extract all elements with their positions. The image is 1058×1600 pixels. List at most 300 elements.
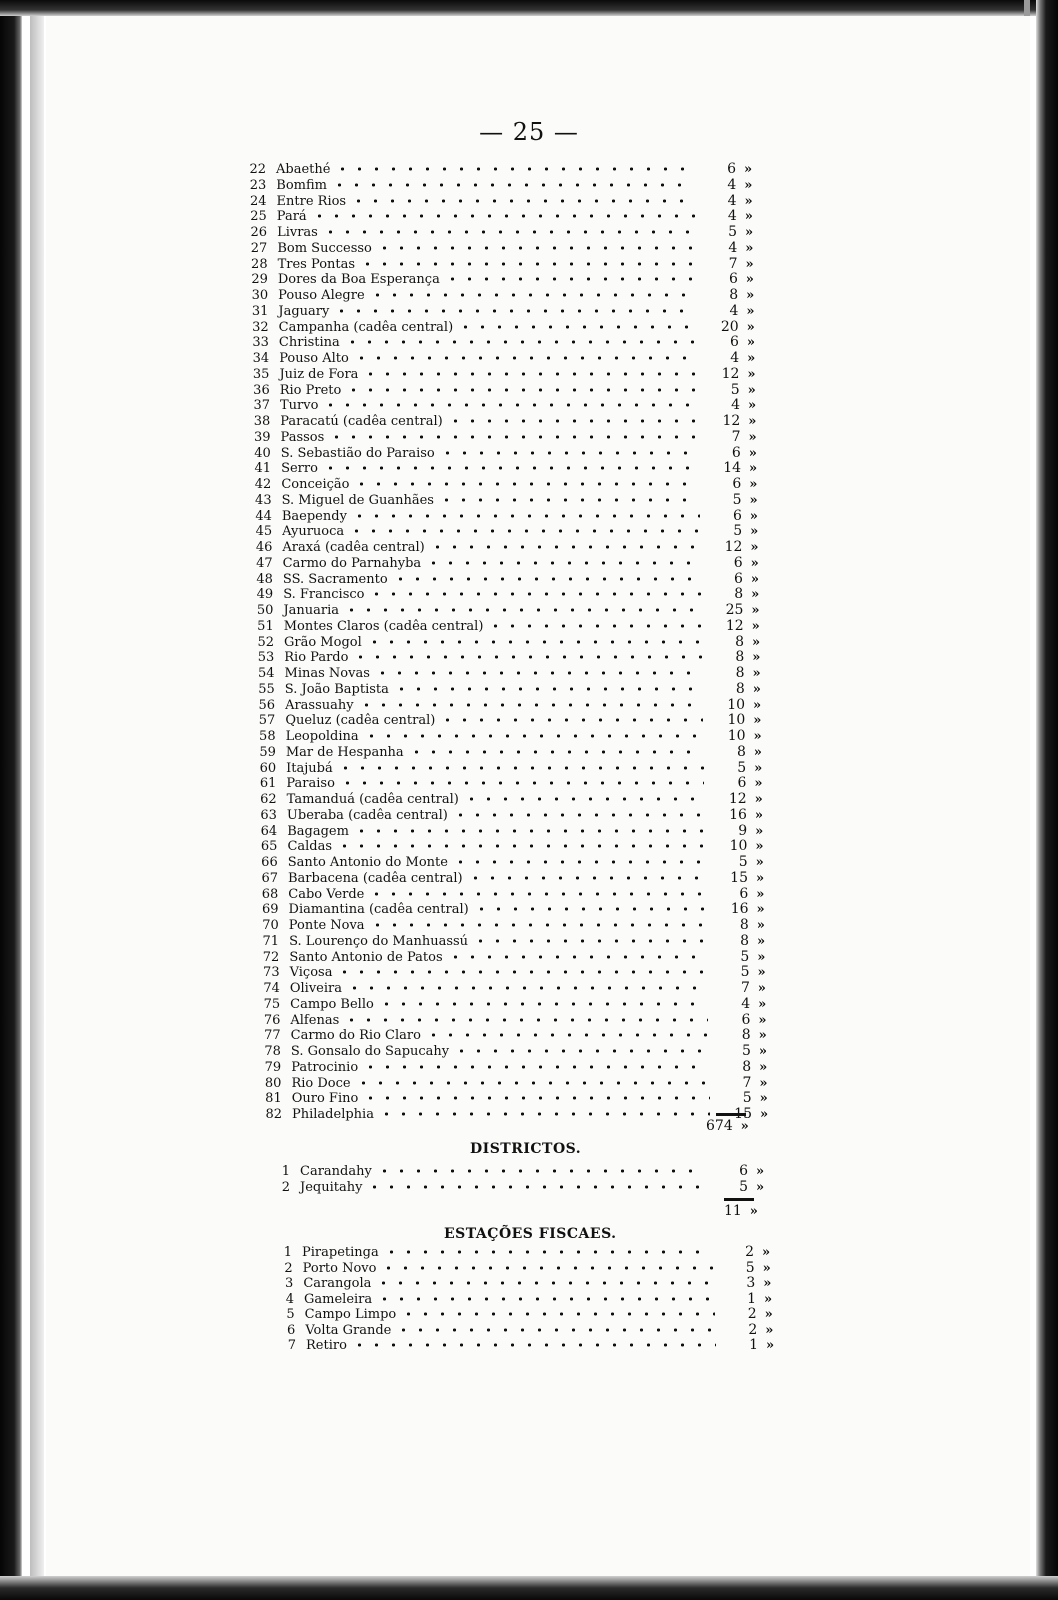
row-number: 43 [255, 492, 272, 508]
row-number: 1 [283, 1245, 292, 1260]
row-name: Carmo do Parnahyba [282, 555, 422, 571]
row-name: Christina [278, 335, 340, 351]
dot-leader [348, 529, 700, 533]
row-number: 51 [257, 618, 274, 634]
table-row [243, 807, 771, 823]
table-row [235, 334, 763, 350]
dot-leader [334, 167, 694, 171]
row-value: 6 [732, 476, 742, 492]
row-name: Bom Successo [277, 240, 372, 256]
row-name: Carandahy [300, 1164, 372, 1179]
ditto-mark: » [763, 1276, 772, 1291]
table-row [242, 775, 770, 791]
table-row [235, 366, 763, 382]
row-number: 57 [258, 713, 276, 729]
row-name: Rio Doce [291, 1075, 351, 1091]
row-number: 76 [263, 1012, 281, 1028]
row-name: Queluz (cadêa central) [285, 713, 436, 729]
scan-border-left-inner [30, 0, 44, 1600]
ditto-mark: » [758, 996, 767, 1012]
ditto-mark: » [746, 303, 755, 319]
ditto-mark: » [753, 713, 762, 729]
row-number: 39 [253, 429, 271, 445]
row-number: 80 [264, 1075, 282, 1091]
table-row [245, 933, 773, 949]
row-number: 55 [258, 681, 275, 697]
ditto-mark: » [759, 1091, 768, 1107]
dot-leader [378, 1112, 710, 1116]
row-name: Bomfim [276, 177, 327, 193]
row-value: 2 [747, 1306, 757, 1322]
row-number: 6 [287, 1322, 296, 1338]
row-name: Montes Claros (cadêa central) [283, 618, 484, 634]
row-number: 62 [260, 792, 277, 807]
ditto-mark: » [749, 492, 758, 508]
row-number: 25 [250, 209, 267, 225]
dot-leader [376, 246, 695, 250]
row-name: Rio Preto [279, 382, 342, 398]
row-number: 7 [287, 1338, 296, 1353]
ditto-mark: » [750, 540, 759, 555]
dot-leader [467, 876, 706, 880]
row-name: Januaria [283, 603, 340, 618]
dot-leader [333, 309, 696, 313]
table-row [244, 870, 772, 886]
row-number: 58 [259, 729, 276, 744]
dot-leader [369, 923, 707, 927]
ditto-mark: » [754, 792, 763, 807]
row-value: 8 [740, 932, 750, 949]
row-number: 78 [264, 1044, 281, 1059]
table-row [259, 1275, 779, 1291]
table-row [246, 980, 774, 996]
row-value: 6 [732, 507, 742, 524]
table-row [247, 1059, 775, 1075]
row-number: 38 [253, 414, 271, 429]
table-row [233, 208, 761, 224]
dot-leader [351, 514, 700, 518]
row-name: Campo Limpo [304, 1307, 397, 1322]
row-name: Pouso Alegre [278, 288, 365, 303]
row-name: Juiz de Fora [279, 366, 359, 382]
row-name: Paraiso [286, 776, 335, 792]
row-value: 5 [742, 1043, 751, 1059]
table-row [236, 413, 764, 429]
dot-leader [322, 230, 695, 234]
table-row [238, 508, 766, 524]
ditto-mark: » [763, 1291, 773, 1307]
row-value: 16 [730, 901, 749, 918]
ditto-mark: » [765, 1322, 774, 1338]
row-number: 34 [252, 351, 270, 366]
row-number: 61 [259, 776, 277, 792]
ditto-mark: » [749, 508, 758, 524]
ditto-mark: » [753, 697, 762, 713]
row-number: 42 [254, 477, 272, 492]
ditto-mark: » [765, 1338, 775, 1353]
row-name: Ponte Nova [288, 918, 365, 933]
dot-leader [346, 986, 708, 990]
row-number: 26 [250, 225, 268, 240]
row-name: Araxá (cadêa central) [282, 540, 425, 555]
dot-leader [353, 482, 699, 486]
row-value: 20 [720, 318, 739, 335]
row-name: Caldas [287, 839, 333, 855]
ditto-mark: » [762, 1260, 771, 1276]
row-value: 12 [724, 539, 743, 555]
municipios-total: 674 [706, 1118, 733, 1134]
ditto-mark: » [756, 918, 765, 933]
dot-leader [328, 435, 698, 439]
row-name: Grão Mogol [284, 634, 362, 650]
row-value: 4 [728, 239, 738, 256]
row-name: Dores da Boa Esperança [277, 272, 440, 288]
row-name: Arassuahy [285, 697, 354, 713]
row-number: 69 [261, 902, 279, 918]
row-value: 5 [730, 381, 740, 398]
row-name: Oliveira [289, 981, 342, 996]
row-name: Jequitahy [300, 1180, 363, 1195]
table-row [242, 744, 770, 760]
page-number: — 25 — [479, 118, 579, 146]
row-number: 47 [256, 555, 273, 571]
row-value: 8 [734, 586, 744, 603]
table-row [236, 397, 764, 413]
row-number: 77 [264, 1028, 281, 1044]
ditto-mark: » [748, 414, 757, 429]
row-number: 72 [262, 949, 280, 965]
dot-leader [473, 907, 707, 911]
row-name: Ayuruoca [282, 524, 345, 540]
row-name: Baependy [281, 508, 347, 524]
ditto-mark: » [764, 1307, 773, 1322]
ditto-mark: » [758, 1012, 767, 1028]
row-value: 2 [745, 1244, 754, 1260]
dot-leader [444, 277, 696, 281]
ditto-mark: » [745, 240, 754, 256]
row-value: 15 [730, 869, 748, 886]
dot-leader [408, 750, 704, 754]
table-row [240, 618, 768, 634]
dot-leader [472, 939, 707, 943]
row-name: Rio Pardo [284, 650, 349, 666]
ditto-mark: » [757, 949, 766, 965]
ditto-mark: » [754, 807, 763, 823]
districtos-heading: DISTRICTOS. [470, 1141, 582, 1157]
dot-leader [452, 860, 706, 864]
table-row [241, 681, 769, 697]
table-row [243, 838, 771, 854]
ditto-mark: » [755, 855, 764, 870]
row-value: 5 [739, 1179, 748, 1195]
ditto-mark: » [743, 162, 753, 177]
row-value: 5 [733, 523, 743, 540]
total-ditto-mark: » [740, 1119, 749, 1134]
row-value: 5 [738, 854, 748, 870]
row-value: 6 [739, 885, 749, 902]
row-name: Mar de Hespanha [285, 744, 404, 760]
ditto-mark: » [755, 1180, 765, 1195]
table-row [232, 161, 760, 177]
row-name: Jaguary [278, 303, 330, 319]
table-row [235, 350, 763, 366]
table-row [238, 492, 766, 508]
table-row [234, 303, 762, 319]
dot-leader [438, 498, 700, 502]
ditto-mark: » [752, 666, 761, 681]
ditto-mark: » [757, 933, 766, 949]
row-value: 25 [725, 602, 744, 618]
dot-leader [368, 592, 701, 596]
row-value: 4 [741, 995, 751, 1012]
row-name: Philadelphia [292, 1107, 374, 1122]
row-value: 5 [740, 964, 750, 981]
dot-leader [363, 734, 704, 738]
table-row [237, 429, 765, 445]
ditto-mark: » [748, 429, 757, 445]
ditto-mark: » [745, 225, 754, 240]
row-number: 1 [281, 1164, 290, 1179]
row-name: Pouso Alto [279, 351, 349, 366]
row-value: 8 [729, 287, 739, 303]
row-number: 33 [252, 335, 269, 351]
dot-leader [322, 466, 699, 470]
dot-leader [343, 608, 701, 612]
row-name: S. João Baptista [284, 681, 389, 697]
row-number: 32 [252, 319, 269, 335]
dot-leader [375, 1281, 713, 1285]
row-value: 3 [746, 1275, 756, 1291]
dot-leader [453, 1049, 709, 1053]
row-number: 64 [260, 823, 278, 839]
row-number: 45 [255, 524, 273, 540]
dot-leader [353, 356, 697, 360]
row-number: 56 [258, 697, 276, 713]
row-number: 40 [254, 445, 271, 461]
row-number: 63 [260, 807, 277, 823]
row-value: 4 [730, 350, 740, 366]
row-number: 60 [259, 760, 277, 776]
table-row [233, 193, 761, 209]
ditto-mark: » [751, 634, 761, 650]
row-value: 6 [734, 570, 743, 587]
row-number: 67 [261, 870, 278, 886]
table-row [239, 555, 767, 571]
row-value: 4 [727, 192, 737, 209]
table-row [241, 712, 769, 728]
row-value: 8 [735, 649, 745, 666]
ditto-mark: » [744, 193, 753, 209]
row-value: 2 [748, 1321, 758, 1338]
scan-border-left [0, 0, 22, 1600]
row-value: 4 [727, 208, 737, 225]
scan-border-right [1036, 0, 1058, 1600]
ditto-mark: » [745, 272, 754, 288]
dot-leader [395, 1328, 715, 1332]
row-value: 6 [731, 444, 741, 461]
table-row [239, 571, 767, 587]
table-row [258, 1244, 778, 1260]
dot-leader [322, 403, 698, 407]
row-number: 37 [253, 398, 270, 414]
dot-leader [368, 892, 706, 896]
table-row [245, 949, 773, 965]
dot-leader [362, 1065, 709, 1069]
ditto-mark: » [747, 366, 756, 382]
row-number: 82 [265, 1107, 282, 1122]
row-number: 30 [251, 288, 269, 303]
row-name: Turvo [280, 398, 319, 414]
dot-leader [362, 372, 697, 376]
row-name: Paracatú (cadêa central) [280, 414, 443, 429]
row-value: 8 [742, 1058, 752, 1075]
row-name: Ouro Fino [291, 1091, 359, 1107]
row-number: 24 [249, 193, 267, 209]
table-row [245, 917, 773, 933]
row-number: 35 [252, 366, 270, 382]
total-rule [716, 1113, 746, 1116]
table-row [237, 476, 765, 492]
table-row [234, 287, 762, 303]
ditto-mark: » [759, 1075, 768, 1091]
row-number: 22 [249, 162, 266, 177]
dot-leader [352, 655, 702, 659]
row-number: 54 [257, 666, 275, 681]
row-value: 8 [735, 680, 745, 697]
estacoes-heading: ESTAÇÕES FISCAES. [444, 1226, 617, 1242]
row-value: 8 [739, 917, 749, 933]
row-value: 5 [728, 224, 738, 240]
dot-leader [457, 325, 697, 329]
row-value: 12 [728, 791, 747, 807]
table-row [239, 586, 767, 602]
row-name: Passos [280, 429, 325, 445]
table-row [237, 460, 765, 476]
dot-leader [439, 718, 703, 722]
row-name: Serro [281, 461, 318, 477]
row-name: SS. Sacramento [282, 571, 388, 587]
ditto-mark: » [746, 335, 755, 351]
municipios-total-line [706, 1118, 757, 1134]
ditto-mark: » [751, 618, 760, 634]
table-row [262, 1337, 782, 1353]
row-name: Conceição [281, 477, 350, 492]
dot-leader [358, 703, 703, 707]
row-number: 5 [286, 1307, 295, 1322]
row-name: Abaethé [276, 162, 331, 177]
row-number: 79 [264, 1059, 282, 1075]
dot-leader [463, 797, 705, 801]
table-row [242, 760, 770, 776]
ditto-mark: » [751, 587, 760, 603]
dot-leader [343, 1018, 708, 1022]
row-number: 2 [281, 1180, 290, 1195]
ditto-mark: » [755, 823, 764, 839]
ditto-mark: » [753, 729, 762, 744]
table-row [237, 445, 765, 461]
row-number: 48 [256, 571, 273, 587]
row-number: 36 [253, 382, 270, 398]
row-value: 6 [730, 334, 739, 351]
ditto-mark: » [758, 1044, 767, 1059]
row-value: 10 [727, 712, 746, 729]
districtos-total-rule [724, 1198, 754, 1201]
row-name: Santo Antonio do Monte [287, 855, 448, 870]
row-name: Porto Novo [302, 1260, 377, 1276]
dot-leader [425, 561, 700, 565]
ditto-mark: » [744, 209, 753, 225]
row-number: 49 [256, 587, 274, 603]
row-value: 6 [741, 1011, 751, 1028]
row-number: 71 [262, 933, 280, 949]
dot-leader [392, 577, 701, 581]
table-row [259, 1260, 779, 1276]
row-name: Pirapetinga [302, 1245, 379, 1260]
dot-leader [376, 1297, 714, 1301]
dot-leader [383, 1250, 712, 1254]
row-value: 1 [749, 1337, 758, 1353]
row-value: 10 [727, 728, 746, 744]
row-name: Tamanduá (cadêa central) [286, 792, 459, 807]
row-name: S. Sebastião do Paraiso [280, 445, 435, 461]
ditto-mark: » [759, 1107, 769, 1122]
ditto-mark: » [750, 571, 759, 587]
dot-leader [366, 640, 702, 644]
dot-leader [487, 624, 701, 628]
dot-leader [425, 1033, 709, 1037]
scan-border-bottom [0, 1576, 1058, 1600]
row-name: Tres Pontas [277, 256, 356, 272]
row-number: 53 [257, 650, 275, 666]
row-number: 46 [255, 540, 273, 555]
table-row [232, 177, 760, 193]
row-value: 1 [747, 1290, 756, 1307]
row-name: Bagagem [287, 823, 349, 839]
row-number: 41 [254, 461, 272, 477]
dot-leader [336, 970, 707, 974]
row-name: Gameleira [304, 1291, 373, 1307]
dot-leader [344, 340, 697, 344]
row-number: 44 [255, 508, 272, 524]
table-row [236, 382, 764, 398]
ditto-mark: » [745, 256, 754, 272]
row-name: Minas Novas [284, 666, 370, 681]
dot-leader [353, 829, 705, 833]
ditto-mark: » [744, 177, 753, 193]
table-row [240, 649, 768, 665]
row-value: 10 [727, 696, 746, 713]
row-name: S. Lourenço do Manhuassú [289, 933, 469, 949]
row-value: 6 [733, 554, 743, 571]
dot-leader [447, 419, 699, 423]
dot-leader [359, 262, 696, 266]
row-number: 73 [263, 965, 280, 981]
table-row [256, 1163, 772, 1179]
row-value: 12 [722, 413, 741, 429]
row-value: 9 [738, 822, 748, 839]
row-number: 75 [263, 996, 281, 1012]
ditto-mark: » [747, 351, 756, 366]
row-number: 2 [284, 1260, 293, 1276]
row-value: 16 [729, 806, 747, 823]
ditto-mark: » [761, 1245, 771, 1260]
table-row [243, 791, 771, 807]
row-value: 4 [727, 176, 737, 193]
table-row [246, 996, 774, 1012]
table-row [256, 1179, 772, 1195]
row-number: 50 [256, 603, 274, 618]
table-row [239, 602, 767, 618]
